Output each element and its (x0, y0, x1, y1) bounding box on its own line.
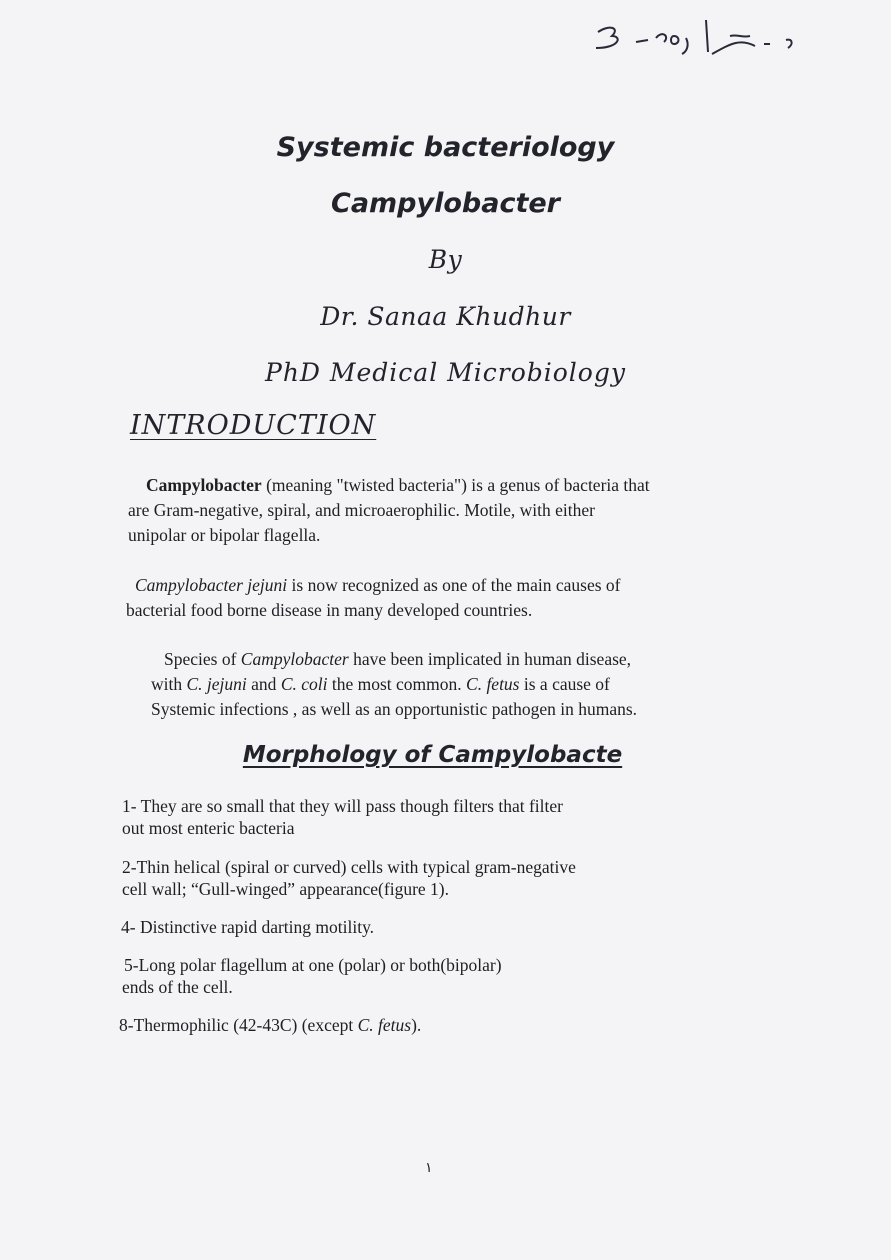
author-degree: PhD Medical Microbiology (265, 358, 626, 387)
intro-paragraph-3: Species of Campylobacter have been implicated in human disease, with C. jejuni and C. coli the most common. C. fetus is a cause of Systemic infections , as well as an opportunistic pathogen in humans. (151, 649, 638, 719)
page-number: ۱ (425, 1161, 433, 1176)
morphology-item-4: 5-Long polar flagellum at one (polar) or both(bipolar) ends of the cell. (122, 955, 502, 997)
morphology-item-1: 1- They are so small that they will pass though filters that filter out most enteric bacteria (122, 796, 563, 838)
morphology-item-2: 2-Thin helical (spiral or curved) cells with typical gram-negative cell wall; “Gull-winged” appearance(figure 1). (122, 857, 576, 899)
intro-paragraph-1: Campylobacter (meaning "twisted bacteria") is a genus of bacteria that are Gram-negative, spiral, and microaerophilic. Motile, with either unipolar or bipolar flagella. (128, 475, 650, 545)
by-line: By (428, 245, 463, 274)
handwritten-annotation (590, 14, 800, 59)
morphology-heading: Morphology of Campylobacte (242, 742, 623, 768)
jejuni-term: Campylobacter jejuni (135, 575, 288, 595)
document-subtitle: Campylobacter (331, 188, 560, 219)
introduction-heading: INTRODUCTION (130, 410, 377, 441)
document-title: Systemic bacteriology (276, 132, 615, 163)
intro-paragraph-2: Campylobacter jejuni is now recognized as one of the main causes of bacterial food borne disease in many developed countries. (126, 575, 621, 620)
campylobacter-term: Campylobacter (146, 475, 262, 495)
author-name: Dr. Sanaa Khudhur (320, 302, 571, 331)
morphology-item-5: 8-Thermophilic (42-43C) (except C. fetus). (119, 1015, 422, 1035)
morphology-item-3: 4- Distinctive rapid darting motility. (121, 917, 375, 937)
